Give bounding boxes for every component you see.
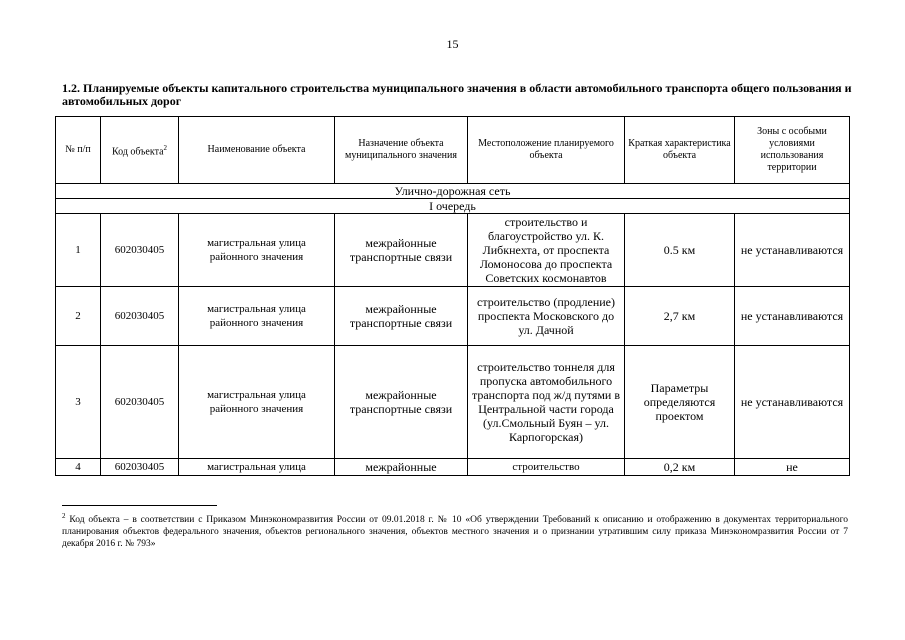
cell-characteristic: 2,7 км (625, 287, 735, 346)
capital-objects-table (55, 116, 850, 476)
header-name: Наименование объекта (179, 117, 335, 184)
header-zones: Зоны с особыми условиями использования территории (735, 117, 850, 184)
cell-name: магистральная улица районного значения (179, 214, 335, 287)
cell-code: 602030405 (101, 459, 179, 476)
cell-code: 602030405 (101, 214, 179, 287)
section-title: 1.2. Планируемые объекты капитального строительства муниципального значения в области автомобильного транспорта общего пользования и автомобильных дорог (62, 81, 852, 108)
cell-location: строительство (468, 459, 625, 476)
cell-num: 2 (56, 287, 101, 346)
footnote-mark: 2 (62, 512, 66, 520)
cell-num: 1 (56, 214, 101, 287)
cell-purpose: межрайонные транспортные связи (335, 287, 468, 346)
header-num: № п/п (56, 117, 101, 184)
cell-name: магистральная улица (179, 459, 335, 476)
header-code-label: Код объекта (111, 146, 164, 158)
cell-location: строительство (продление) проспекта Московского до ул. Дачной (468, 287, 625, 346)
header-code-footnote-mark: 2 (163, 143, 168, 152)
cell-zones: не устанавливаются (735, 287, 850, 346)
cell-characteristic: Параметры определяются проектом (625, 346, 735, 459)
footnote (62, 510, 848, 550)
table-row (56, 287, 850, 346)
subgroup-title: I очередь (56, 199, 850, 214)
group-row (56, 184, 850, 199)
subgroup-row (56, 199, 850, 214)
cell-characteristic: 0.5 км (625, 214, 735, 287)
header-code (101, 117, 179, 184)
cell-name: магистральная улица районного значения (179, 346, 335, 459)
table-row (56, 346, 850, 459)
cell-purpose: межрайонные транспортные связи (335, 214, 468, 287)
table-header-row (56, 117, 850, 184)
cell-location: строительство тоннеля для пропуска автомобильного транспорта под ж/д путями в Центральной части города (ул.Смольный Буян – ул. Карпогорская) (468, 346, 625, 459)
cell-location: строительство и благоустройство ул. К. Либкнехта, от проспекта Ломоносова до проспекта Советских космонавтов (468, 214, 625, 287)
group-title: Улично-дорожная сеть (56, 184, 850, 199)
table-row (56, 459, 850, 476)
header-characteristic: Краткая характеристика объекта (625, 117, 735, 184)
cell-num: 4 (56, 459, 101, 476)
cell-num: 3 (56, 346, 101, 459)
cell-characteristic: 0,2 км (625, 459, 735, 476)
footnote-divider (62, 505, 217, 506)
cell-zones: не устанавливаются (735, 214, 850, 287)
header-purpose: Назначение объекта муниципального значения (335, 117, 468, 184)
cell-code: 602030405 (101, 287, 179, 346)
cell-code: 602030405 (101, 346, 179, 459)
cell-purpose: межрайонные транспортные связи (335, 346, 468, 459)
cell-zones: не устанавливаются (735, 346, 850, 459)
table-row (56, 214, 850, 287)
cell-zones: не (735, 459, 850, 476)
page-number: 15 (446, 37, 459, 51)
footnote-text: Код объекта – в соответствии с Приказом Минэкономразвития России от 09.01.2018 г. № 10 «Об утверждении Требований к описанию и отображению в документах территориального планирования объектов федерального значения, объектов регионального значения, объектов местного значения и о признании утратившим силу приказа Минэкономразвития России от 7 декабря 2016 г. № 793» (62, 515, 849, 550)
cell-purpose: межрайонные (335, 459, 468, 476)
cell-name: магистральная улица районного значения (179, 287, 335, 346)
header-location: Местоположение планируемого объекта (468, 117, 625, 184)
